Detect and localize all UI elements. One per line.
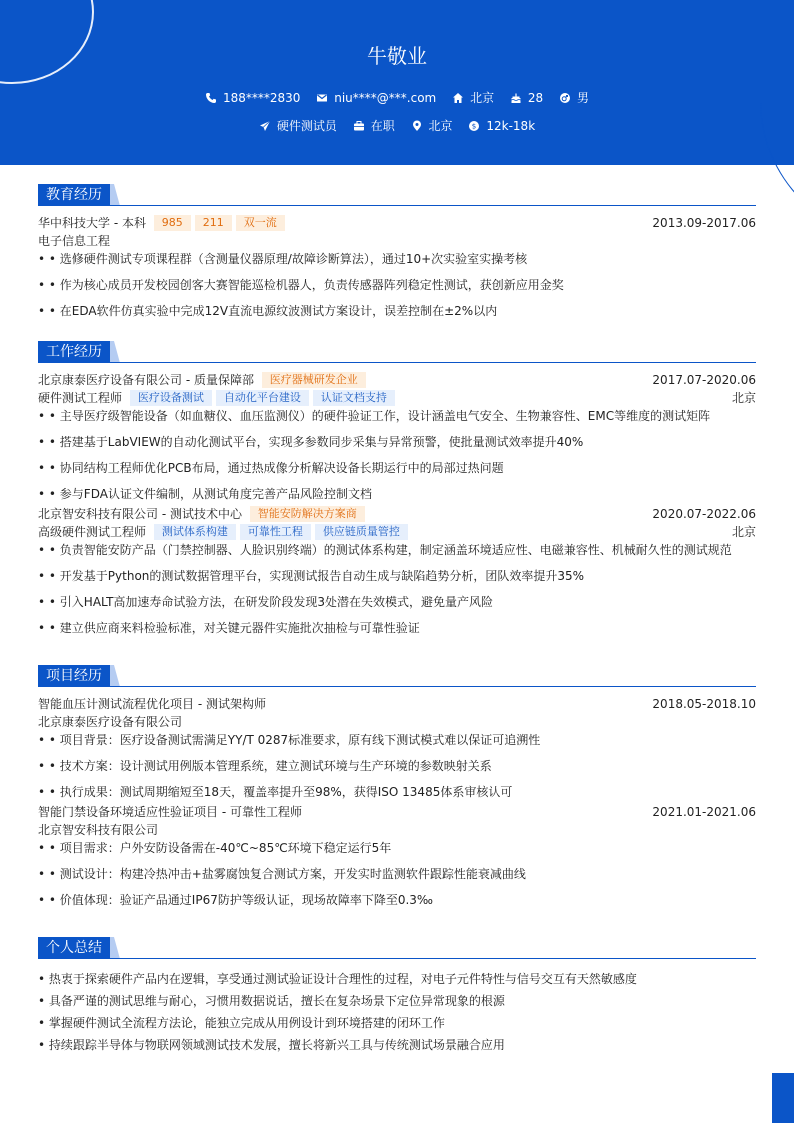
target-position-item — [259, 117, 337, 134]
projects-section — [38, 665, 756, 917]
list-item: • • 价值体现：验证产品通过IP67防护等级认证，现场故障率下降至0.3‰ — [38, 893, 434, 907]
industry-tag: 智能安防解决方案商 — [250, 506, 365, 522]
education-date: 2013.09-2017.06 — [652, 216, 756, 230]
candidate-name: 牛敬业 — [367, 44, 427, 68]
project-date: 2021.01-2021.06 — [652, 805, 756, 819]
list-item: • 具备严谨的测试思维与耐心，习惯用数据说话，擅长在复杂场景下定位异常现象的根源 — [38, 994, 505, 1008]
list-item: • • 执行成果：测试周期缩短至18天，覆盖率提升至98%，获得ISO 13485体系审核认可 — [38, 785, 513, 799]
education-section — [38, 184, 756, 328]
project-header — [38, 803, 756, 821]
skill-tag: 测试体系构建 — [154, 524, 236, 540]
job-date: 2020.07-2022.06 — [652, 507, 756, 521]
project-company: 北京康泰医疗设备有限公司 — [38, 715, 183, 729]
list-item: • • 负责智能安防产品（门禁控制器、人脸识别终端）的测试体系构建，制定涵盖环境适应性、电磁兼容性、机械耐久性的测试规范 — [38, 543, 732, 557]
list-item: • • 技术方案：设计测试用例版本管理系统，建立测试环境与生产环境的参数映射关系 — [38, 759, 492, 773]
residence-text: 北京 — [470, 91, 495, 105]
section-title: 教育经历 — [38, 184, 110, 206]
skill-tag: 供应链质量管控 — [315, 524, 408, 540]
list-item: • • 作为核心成员开发校园创客大赛智能巡检机器人，负责传感器阵列稳定性测试，获创新应用金奖 — [38, 278, 564, 292]
job-header — [38, 505, 756, 523]
age-item — [510, 91, 543, 105]
job-position: 硬件测试工程师 — [38, 391, 123, 405]
email-text: niu****@***.com — [334, 90, 437, 105]
industry-tag: 医疗器械研发企业 — [262, 372, 366, 388]
gender-item — [559, 89, 589, 106]
skill-tag: 医疗设备测试 — [130, 390, 212, 406]
list-item: • • 主导医疗级智能设备（如血糖仪、血压监测仪）的硬件验证工作，设计涵盖电气安全、生物兼容性、EMC等维度的测试矩阵 — [38, 409, 711, 423]
list-item: • • 参与FDA认证文件编制，从测试角度完善产品风险控制文档 — [38, 487, 372, 501]
salary-text: 12k-18k — [486, 118, 536, 133]
phone-item — [205, 91, 300, 105]
list-item: • 掌握硬件测试全流程方法论，能独立完成从用例设计到环境搭建的闭环工作 — [38, 1016, 445, 1030]
major: 电子信息工程 — [38, 234, 111, 248]
section-title: 项目经历 — [38, 665, 110, 687]
job-position-row — [38, 389, 756, 407]
list-item: • • 引入HALT高加速寿命试验方法，在研发阶段发现3处潜在失效模式，避免量产风险 — [38, 595, 494, 609]
job-intent-row — [0, 117, 794, 134]
section-divider — [38, 686, 756, 687]
gender-icon — [559, 92, 571, 104]
company-name: 北京智安科技有限公司 - 测试技术中心 — [38, 507, 242, 521]
list-item: • • 在EDA软件仿真实验中完成12V直流电源纹波测试方案设计，误差控制在±2%以内 — [38, 304, 498, 318]
project-header — [38, 695, 756, 713]
resume-header — [0, 0, 794, 165]
job-position-row — [38, 523, 756, 541]
school-name: 华中科技大学 - 本科 — [38, 216, 146, 230]
age-text: 28 — [527, 90, 544, 105]
cake-icon — [510, 92, 522, 104]
location-pin-icon — [411, 120, 423, 132]
home-icon — [452, 92, 464, 104]
list-item: • • 建立供应商来料检验标准，对关键元器件实施批次抽检与可靠性验证 — [38, 621, 420, 635]
target-position-text: 硬件测试员 — [276, 119, 337, 133]
work-section — [38, 341, 756, 645]
section-divider — [38, 205, 756, 206]
job-date: 2017.07-2020.06 — [652, 373, 756, 387]
job-status-item — [353, 117, 395, 134]
list-item: • • 测试设计：构建冷热冲击+盐雾腐蚀复合测试方案，开发实时监测软件跟踪性能衰减曲线 — [38, 867, 526, 881]
salary-icon — [468, 120, 480, 132]
list-item: • • 项目背景：医疗设备测试需满足YY/T 0287标准要求，原有线下测试模式难以保证可追溯性 — [38, 733, 541, 747]
contact-row — [0, 89, 794, 106]
job-header — [38, 371, 756, 389]
mail-icon — [316, 92, 328, 104]
phone-text: 188****2830 — [222, 90, 301, 105]
target-city-item — [411, 117, 453, 134]
list-item: • • 选修硬件测试专项课程群（含测量仪器原理/故障诊断算法），通过10+次实验室实操考核 — [38, 252, 528, 266]
list-item: • • 项目需求：户外安防设备需在-40℃~85℃环境下稳定运行5年 — [38, 841, 392, 855]
decorative-arc — [760, 40, 794, 241]
skill-tag: 自动化平台建设 — [216, 390, 309, 406]
school-tag: 985 — [154, 215, 191, 231]
project-company: 北京智安科技有限公司 — [38, 823, 159, 837]
target-city-text: 北京 — [428, 119, 453, 133]
education-entry-header — [38, 214, 756, 232]
gender-text: 男 — [577, 91, 590, 105]
briefcase-icon — [353, 120, 365, 132]
school-tag: 211 — [195, 215, 232, 231]
decorative-corner-block — [772, 1073, 794, 1123]
project-name: 智能门禁设备环境适应性验证项目 - 可靠性工程师 — [38, 805, 302, 819]
email-item — [316, 91, 436, 105]
company-name: 北京康泰医疗设备有限公司 - 质量保障部 — [38, 373, 254, 387]
job-city: 北京 — [731, 391, 756, 405]
residence-item — [452, 89, 494, 106]
section-divider — [38, 362, 756, 363]
section-title: 工作经历 — [38, 341, 110, 363]
phone-icon — [205, 92, 217, 104]
list-item: • • 开发基于Python的测试数据管理平台，实现测试报告自动生成与缺陷趋势分析，团队效率提升35% — [38, 569, 585, 583]
list-item: • • 搭建基于LabVIEW的自动化测试平台，实现多参数同步采集与异常预警，使批量测试效率提升40% — [38, 435, 584, 449]
salary-item — [468, 119, 535, 133]
job-status-text: 在职 — [370, 119, 395, 133]
section-title: 个人总结 — [38, 937, 110, 959]
list-item: • 热衷于探索硬件产品内在逻辑，享受通过测试验证设计合理性的过程，对电子元件特性与信号交互有天然敏感度 — [38, 972, 637, 986]
list-item: • • 协同结构工程师优化PCB布局，通过热成像分析解决设备长期运行中的局部过热问题 — [38, 461, 504, 475]
skill-tag: 可靠性工程 — [240, 524, 311, 540]
summary-section — [38, 937, 756, 1059]
project-date: 2018.05-2018.10 — [652, 697, 756, 711]
send-icon — [259, 120, 271, 132]
skill-tag: 认证文档支持 — [313, 390, 395, 406]
school-tag: 双一流 — [236, 215, 285, 231]
svg-text:$: $ — [472, 122, 477, 131]
job-city: 北京 — [731, 525, 756, 539]
job-position: 高级硬件测试工程师 — [38, 525, 147, 539]
project-name: 智能血压计测试流程优化项目 - 测试架构师 — [38, 697, 266, 711]
list-item: • 持续跟踪半导体与物联网领域测试技术发展，擅长将新兴工具与传统测试场景融合应用 — [38, 1038, 505, 1052]
section-divider — [38, 958, 756, 959]
